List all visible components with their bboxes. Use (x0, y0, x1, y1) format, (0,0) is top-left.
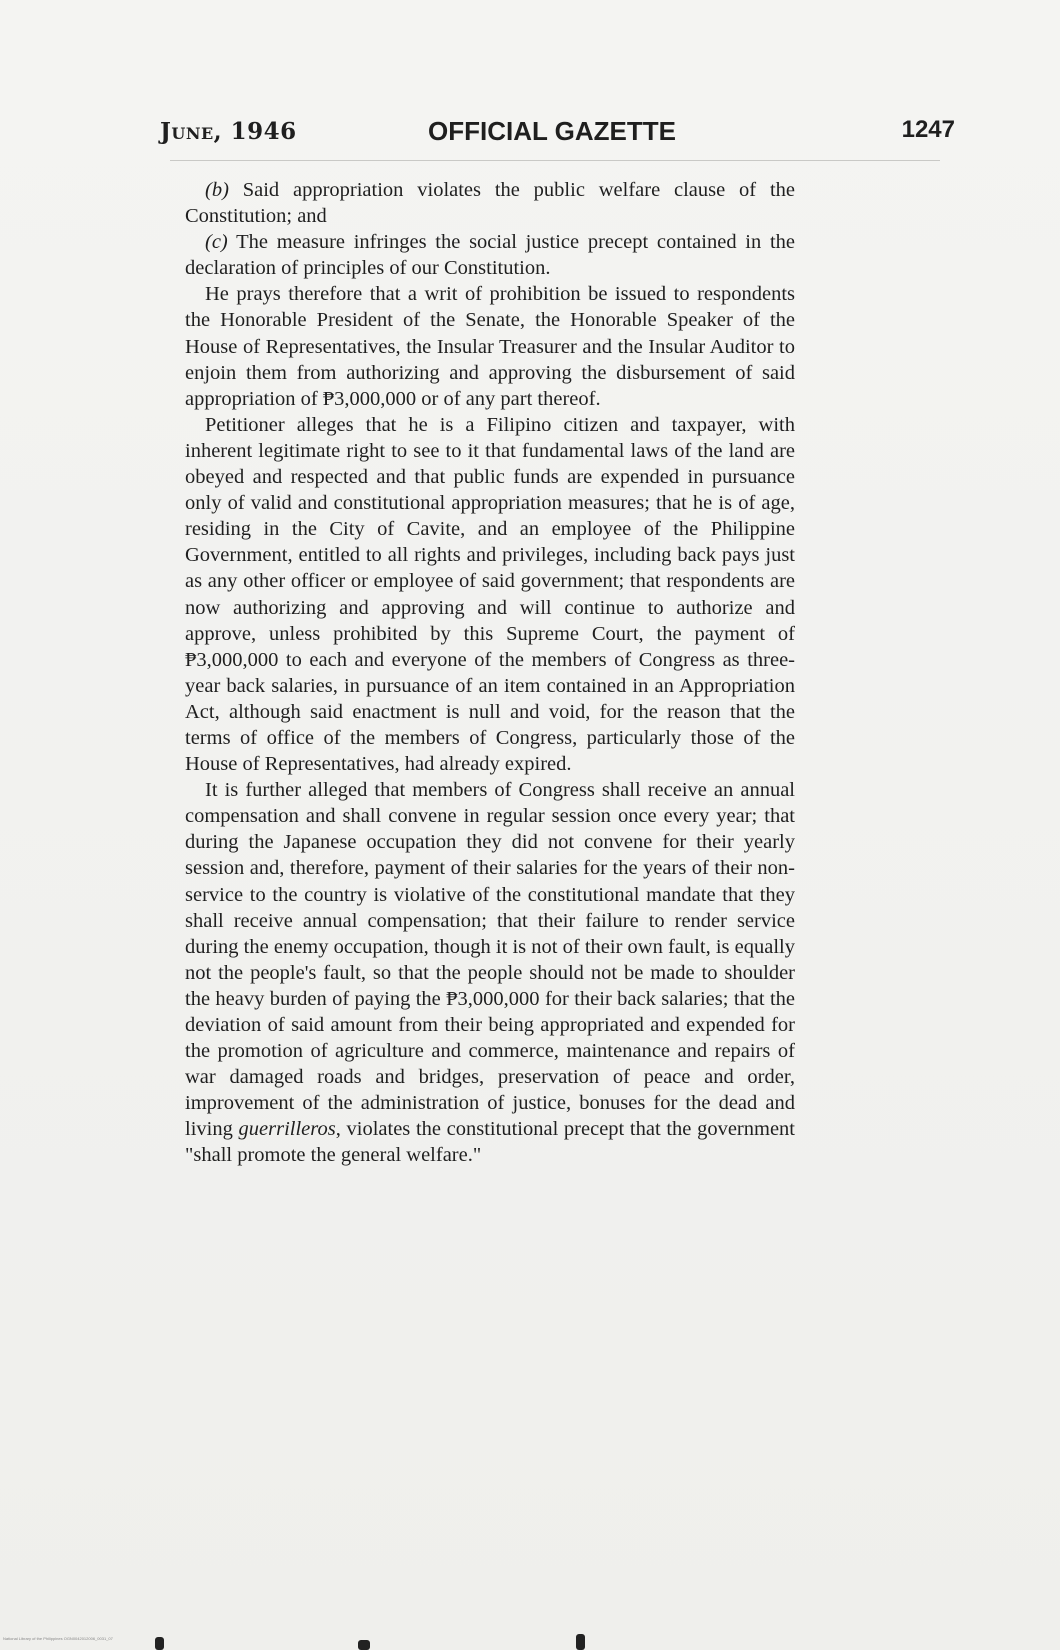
paragraph-b-text: Said appropriation violates the public welfare clause of the Constitution; and (185, 179, 795, 228)
body-text (185, 177, 795, 1169)
header-page-number: 1247 (901, 116, 955, 143)
paragraph-b-marker: (b) (205, 179, 229, 201)
paragraph-b (185, 177, 795, 229)
paragraph-c (185, 229, 795, 281)
header-rule (170, 160, 940, 161)
paragraph-petitioner: Petitioner alleges that he is a Filipino citizen and taxpayer, with inherent legitimate right to see to it that fundamental laws of the land are obeyed and respected and that public funds are expended in pursuance only of valid and constitutional appropriation measures; that he is of age, residing in the City of Cavite, and an employee of the Philippine Government, entitled to all rights and privileges, including back pays just as any other officer or employee of said government; that respondents are now authorizing and approving and will continue to authorize and approve, unless prohibited by this Supreme Court, the payment of ₱3,000,000 to each and everyone of the members of Congress as three-year back salaries, in pursuance of an item contained in an Appropriation Act, although said enactment is null and void, for the reason that the terms of office of the members of Congress, particularly those of the House of Representatives, had already expired. (185, 413, 795, 776)
paragraph-further-text-after: , violates the constitutional precept that the government "shall promote the general welfare." (185, 1118, 795, 1167)
header-date: June, 1946 (160, 118, 297, 145)
paragraph-c-marker: (c) (205, 231, 228, 254)
scan-mark-left (155, 1637, 164, 1650)
paragraph-further-italic: guerrilleros (238, 1118, 336, 1141)
paragraph-c-text: The measure infringes the social justice precept contained in the declaration of principles of our Constitution. (185, 231, 795, 280)
scan-footer-note: National Library of the Philippines OGN0042012006_0031_07 (3, 1636, 113, 1641)
paragraph-prayer: He prays therefore that a writ of prohibition be issued to respondents the Honorable President of the Senate, the Honorable Speaker of the House of Representatives, the Insular Treasurer and the Insular Auditor to enjoin them from authorizing and approving the disbursement of said appropriation of ₱3,000,000 or of any part thereof. (185, 283, 795, 410)
paragraph-further-allegation (185, 777, 795, 1168)
header-title: OFFICIAL GAZETTE (428, 116, 676, 146)
scan-mark-right (576, 1634, 585, 1650)
page-header (160, 112, 955, 152)
paragraph-further-text-before: It is further alleged that members of Congress shall receive an annual compensation and shall convene in regular session once every year; that during the Japanese occupation they did not convene for their yearly session and, therefore, payment of their salaries for the years of their non-service to the country is violative of the constitutional mandate that they shall receive annual compensation; that their failure to render service during the enemy occupation, though it is not of their own fault, is equally not the people's fault, so that the people should not be made to shoulder the heavy burden of paying the ₱3,000,000 for their back salaries; that the deviation of said amount from their being appropriated and expended for the promotion of agriculture and commerce, maintenance and repairs of war damaged roads and bridges, preservation of peace and order, improvement of the administration of justice, bonuses for the dead and living (185, 779, 795, 1141)
scan-mark-center (358, 1640, 370, 1650)
